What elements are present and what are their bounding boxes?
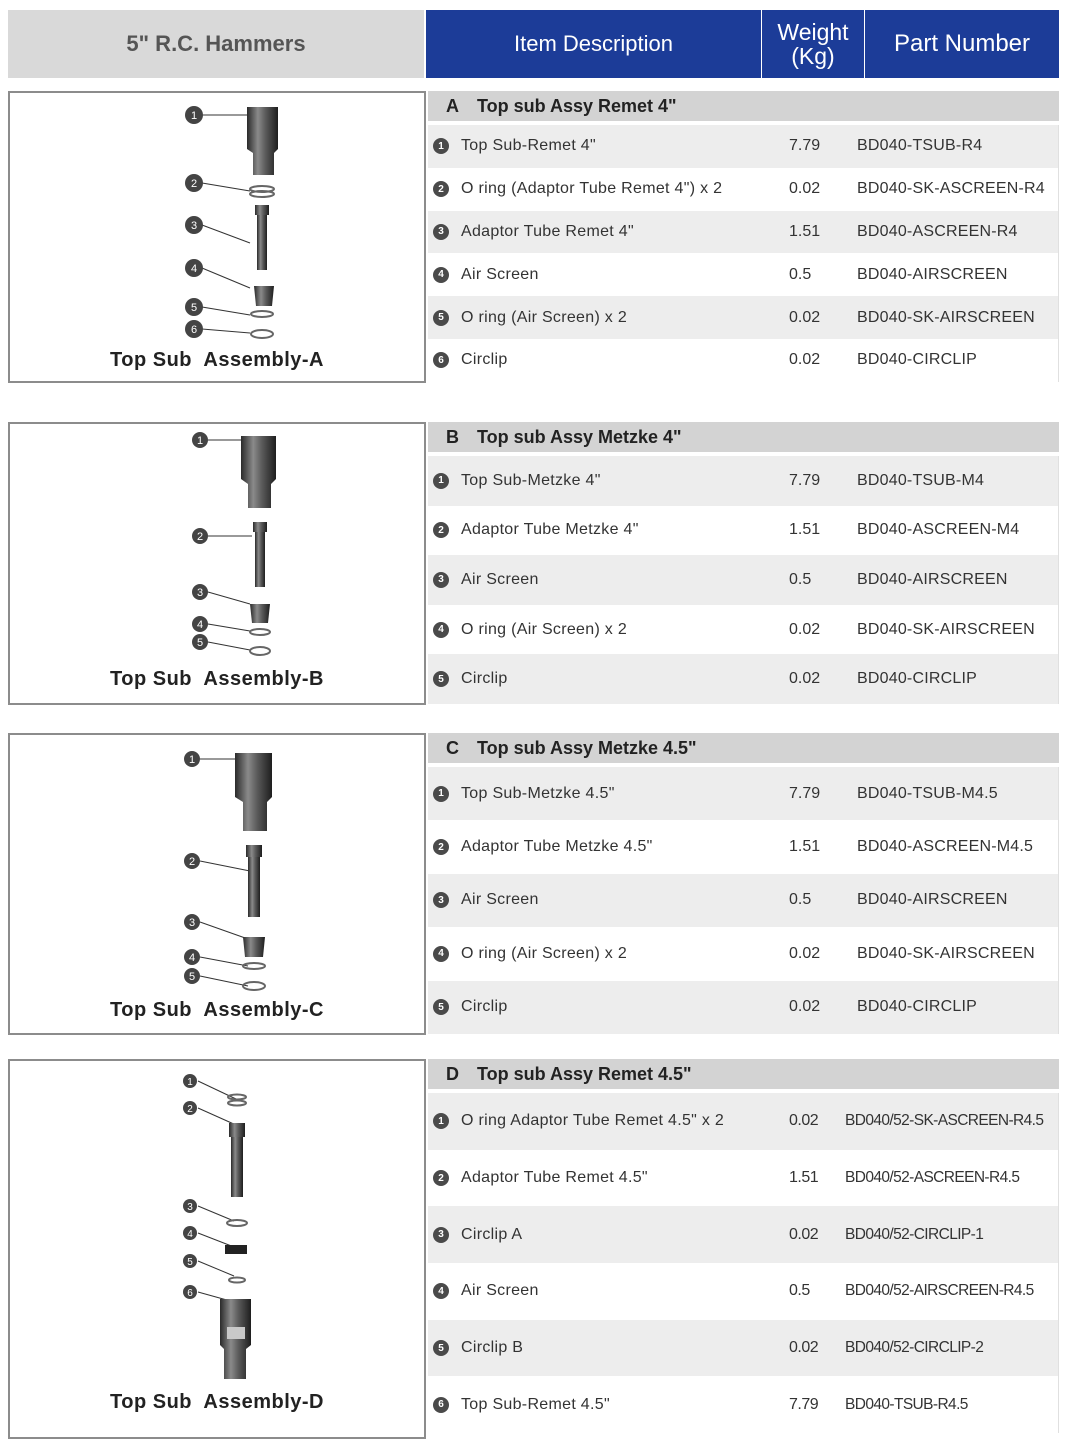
item-number-badge: 6 (433, 1397, 449, 1413)
section-b-table (428, 422, 1059, 704)
item-description: O ring Adaptor Tube Remet 4.5" x 2 (461, 1112, 725, 1130)
assembly-d-parts-illustration (10, 1061, 428, 1441)
section-d-table (428, 1059, 1059, 1433)
table-row (428, 339, 1059, 382)
assembly-d-callouts (183, 1074, 197, 1299)
section-d-header (428, 1059, 1059, 1093)
item-part-number: BD040-ASCREEN-M4.5 (857, 838, 1034, 856)
item-description: Adaptor Tube Remet 4" (461, 222, 634, 240)
callout-3: 3 (190, 220, 198, 232)
callout-5: 5 (190, 302, 198, 314)
section-a-header (428, 91, 1059, 125)
section-c-header (428, 733, 1059, 767)
assembly-c-callouts (184, 751, 200, 984)
item-part-number: BD040-SK-AIRSCREEN (857, 944, 1035, 962)
section-letter: D (446, 1063, 459, 1084)
callout-5: 5 (188, 971, 196, 983)
item-weight: 1.51 (789, 521, 821, 539)
table-row (428, 211, 1059, 254)
callout-2: 2 (187, 1104, 193, 1115)
assembly-a-parts-illustration (10, 93, 428, 385)
column-header-part-number: Part Number (893, 30, 1031, 57)
table-row (428, 168, 1059, 211)
column-header-weight (762, 10, 865, 78)
item-description: Circlip A (461, 1225, 523, 1243)
item-description: Circlip (461, 351, 508, 369)
section-d-rows (428, 1093, 1059, 1433)
item-weight: 0.02 (789, 670, 821, 688)
table-row (428, 296, 1059, 339)
item-weight: 0.02 (789, 1112, 819, 1130)
table-row (428, 1093, 1059, 1150)
item-number-badge: 3 (433, 892, 449, 908)
table-row (428, 456, 1059, 506)
item-description: Top Sub-Remet 4" (461, 137, 596, 155)
item-weight: 0.02 (789, 180, 821, 198)
item-part-number: BD040-TSUB-R4.5 (845, 1395, 968, 1413)
item-part-number: BD040-AIRSCREEN (857, 570, 1008, 588)
item-weight: 0.02 (789, 1339, 819, 1357)
assembly-c-title: Top Sub Assembly-C (110, 999, 324, 1021)
item-weight: 0.02 (789, 620, 821, 638)
callout-5: 5 (196, 637, 204, 649)
table-row (428, 125, 1059, 168)
section-c-rows (428, 767, 1059, 1034)
callout-1: 1 (188, 754, 196, 766)
table-row (428, 767, 1059, 820)
assembly-b-parts-illustration (10, 424, 428, 707)
item-weight: 1.51 (789, 1169, 819, 1187)
item-description: Circlip B (461, 1339, 524, 1357)
section-letter: B (446, 426, 459, 447)
item-weight: 0.02 (789, 1225, 819, 1243)
table-row (428, 506, 1059, 556)
item-weight: 7.79 (789, 471, 821, 489)
table-row (428, 1206, 1059, 1263)
item-part-number: BD040/52-CIRCLIP-2 (845, 1339, 984, 1357)
item-part-number: BD040-CIRCLIP (857, 998, 977, 1016)
assembly-c-diagram (8, 733, 426, 1035)
section-a-rows (428, 125, 1059, 382)
item-weight: 0.5 (789, 570, 812, 588)
item-part-number: BD040-TSUB-M4 (857, 471, 985, 489)
item-number-badge: 1 (433, 138, 449, 154)
item-description: O ring (Air Screen) x 2 (461, 944, 628, 962)
section-title: Top sub Assy Remet 4" (477, 95, 677, 116)
item-weight: 0.5 (789, 265, 812, 283)
item-number-badge: 2 (433, 522, 449, 538)
item-description: Adaptor Tube Metzke 4" (461, 521, 639, 539)
item-part-number: BD040-ASCREEN-R4 (857, 222, 1018, 240)
item-number-badge: 4 (433, 267, 449, 283)
item-description: Adaptor Tube Remet 4.5" (461, 1169, 648, 1187)
table-row (428, 1376, 1059, 1433)
item-number-badge: 3 (433, 1227, 449, 1243)
item-description: Air Screen (461, 265, 539, 283)
assembly-a-callouts (185, 106, 203, 338)
item-weight: 1.51 (789, 838, 821, 856)
callout-4: 4 (187, 1229, 193, 1240)
section-title: Top sub Assy Metzke 4" (477, 426, 682, 447)
item-part-number: BD040-SK-AIRSCREEN (857, 620, 1035, 638)
item-number-badge: 3 (433, 224, 449, 240)
item-number-badge: 6 (433, 352, 449, 368)
column-header-weight-line2: (Kg) (791, 43, 835, 69)
callout-2: 2 (190, 178, 198, 190)
table-row (428, 605, 1059, 655)
page-title: 5" R.C. Hammers (8, 10, 424, 78)
table-row (428, 820, 1059, 873)
assembly-c-parts-illustration (10, 735, 428, 1037)
item-weight: 7.79 (789, 784, 821, 802)
item-number-badge: 2 (433, 181, 449, 197)
assembly-a-title: Top Sub Assembly-A (110, 349, 324, 371)
section-title: Top sub Assy Metzke 4.5" (477, 737, 697, 758)
item-description: Air Screen (461, 570, 539, 588)
item-description: Air Screen (461, 1282, 539, 1300)
table-row (428, 1263, 1059, 1320)
callout-2: 2 (188, 856, 196, 868)
table-row (428, 1150, 1059, 1207)
item-number-badge: 4 (433, 1283, 449, 1299)
item-number-badge: 5 (433, 1340, 449, 1356)
callout-5: 5 (187, 1257, 193, 1268)
item-description: O ring (Adaptor Tube Remet 4") x 2 (461, 180, 723, 198)
assembly-b-callouts (192, 432, 208, 650)
item-part-number: BD040/52-ASCREEN-R4.5 (845, 1169, 1020, 1187)
callout-3: 3 (188, 917, 196, 929)
table-row (428, 927, 1059, 980)
item-part-number: BD040-TSUB-R4 (857, 137, 983, 155)
item-number-badge: 5 (433, 671, 449, 687)
callout-1: 1 (190, 110, 198, 122)
item-description: Top Sub-Metzke 4.5" (461, 784, 615, 802)
item-weight: 0.5 (789, 891, 812, 909)
section-letter: C (446, 737, 459, 758)
table-row (428, 654, 1059, 704)
callout-4: 4 (190, 263, 198, 275)
item-number-badge: 3 (433, 572, 449, 588)
table-row (428, 874, 1059, 927)
item-part-number: BD040-AIRSCREEN (857, 891, 1008, 909)
assembly-b-diagram (8, 422, 426, 705)
callout-2: 2 (196, 531, 204, 543)
item-number-badge: 1 (433, 473, 449, 489)
item-number-badge: 2 (433, 839, 449, 855)
callout-4: 4 (188, 952, 196, 964)
item-description: Top Sub-Metzke 4" (461, 471, 601, 489)
item-description: Circlip (461, 670, 508, 688)
section-a-table (428, 91, 1059, 382)
assembly-b-title: Top Sub Assembly-B (110, 668, 324, 690)
callout-3: 3 (196, 587, 204, 599)
callout-3: 3 (187, 1202, 193, 1213)
item-description: Adaptor Tube Metzke 4.5" (461, 838, 653, 856)
item-number-badge: 5 (433, 310, 449, 326)
item-number-badge: 1 (433, 786, 449, 802)
item-weight: 0.02 (789, 351, 821, 369)
item-number-badge: 4 (433, 622, 449, 638)
item-weight: 0.5 (789, 1282, 810, 1300)
item-part-number: BD040-CIRCLIP (857, 670, 977, 688)
assembly-d-diagram (8, 1059, 426, 1439)
item-number-badge: 1 (433, 1113, 449, 1129)
section-c-table (428, 733, 1059, 1034)
section-b-rows (428, 456, 1059, 704)
item-part-number: BD040-SK-ASCREEN-R4 (857, 180, 1045, 198)
item-part-number: BD040-ASCREEN-M4 (857, 521, 1020, 539)
section-letter: A (446, 95, 459, 116)
item-description: Circlip (461, 998, 508, 1016)
item-weight: 7.79 (789, 1395, 819, 1413)
item-part-number: BD040-TSUB-M4.5 (857, 784, 998, 802)
item-weight: 7.79 (789, 137, 821, 155)
callout-1: 1 (187, 1077, 193, 1088)
table-row (428, 981, 1059, 1034)
assembly-a-diagram (8, 91, 426, 383)
item-number-badge: 4 (433, 946, 449, 962)
item-description: Air Screen (461, 891, 539, 909)
item-part-number: BD040-SK-AIRSCREEN (857, 308, 1035, 326)
section-title: Top sub Assy Remet 4.5" (477, 1063, 692, 1084)
table-row (428, 253, 1059, 296)
item-weight: 0.02 (789, 998, 821, 1016)
item-part-number: BD040/52-SK-ASCREEN-R4.5 (845, 1112, 1044, 1130)
callout-4: 4 (196, 619, 204, 631)
item-weight: 1.51 (789, 222, 821, 240)
item-part-number: BD040/52-AIRSCREEN-R4.5 (845, 1282, 1034, 1300)
item-weight: 0.02 (789, 308, 821, 326)
assembly-d-title: Top Sub Assembly-D (110, 1391, 324, 1413)
item-description: O ring (Air Screen) x 2 (461, 308, 628, 326)
item-number-badge: 2 (433, 1170, 449, 1186)
item-part-number: BD040-CIRCLIP (857, 351, 977, 369)
item-part-number: BD040/52-CIRCLIP-1 (845, 1225, 984, 1243)
table-row (428, 1320, 1059, 1377)
column-header-weight-line1: Weight (777, 19, 849, 45)
item-description: O ring (Air Screen) x 2 (461, 620, 628, 638)
item-number-badge: 5 (433, 999, 449, 1015)
table-row (428, 555, 1059, 605)
column-header-description: Item Description (426, 10, 762, 78)
item-description: Top Sub-Remet 4.5" (461, 1395, 610, 1413)
item-part-number: BD040-AIRSCREEN (857, 265, 1008, 283)
callout-6: 6 (190, 324, 198, 336)
section-b-header (428, 422, 1059, 456)
callout-6: 6 (187, 1288, 193, 1299)
table-header (426, 10, 1059, 78)
item-weight: 0.02 (789, 944, 821, 962)
callout-1: 1 (196, 435, 204, 447)
